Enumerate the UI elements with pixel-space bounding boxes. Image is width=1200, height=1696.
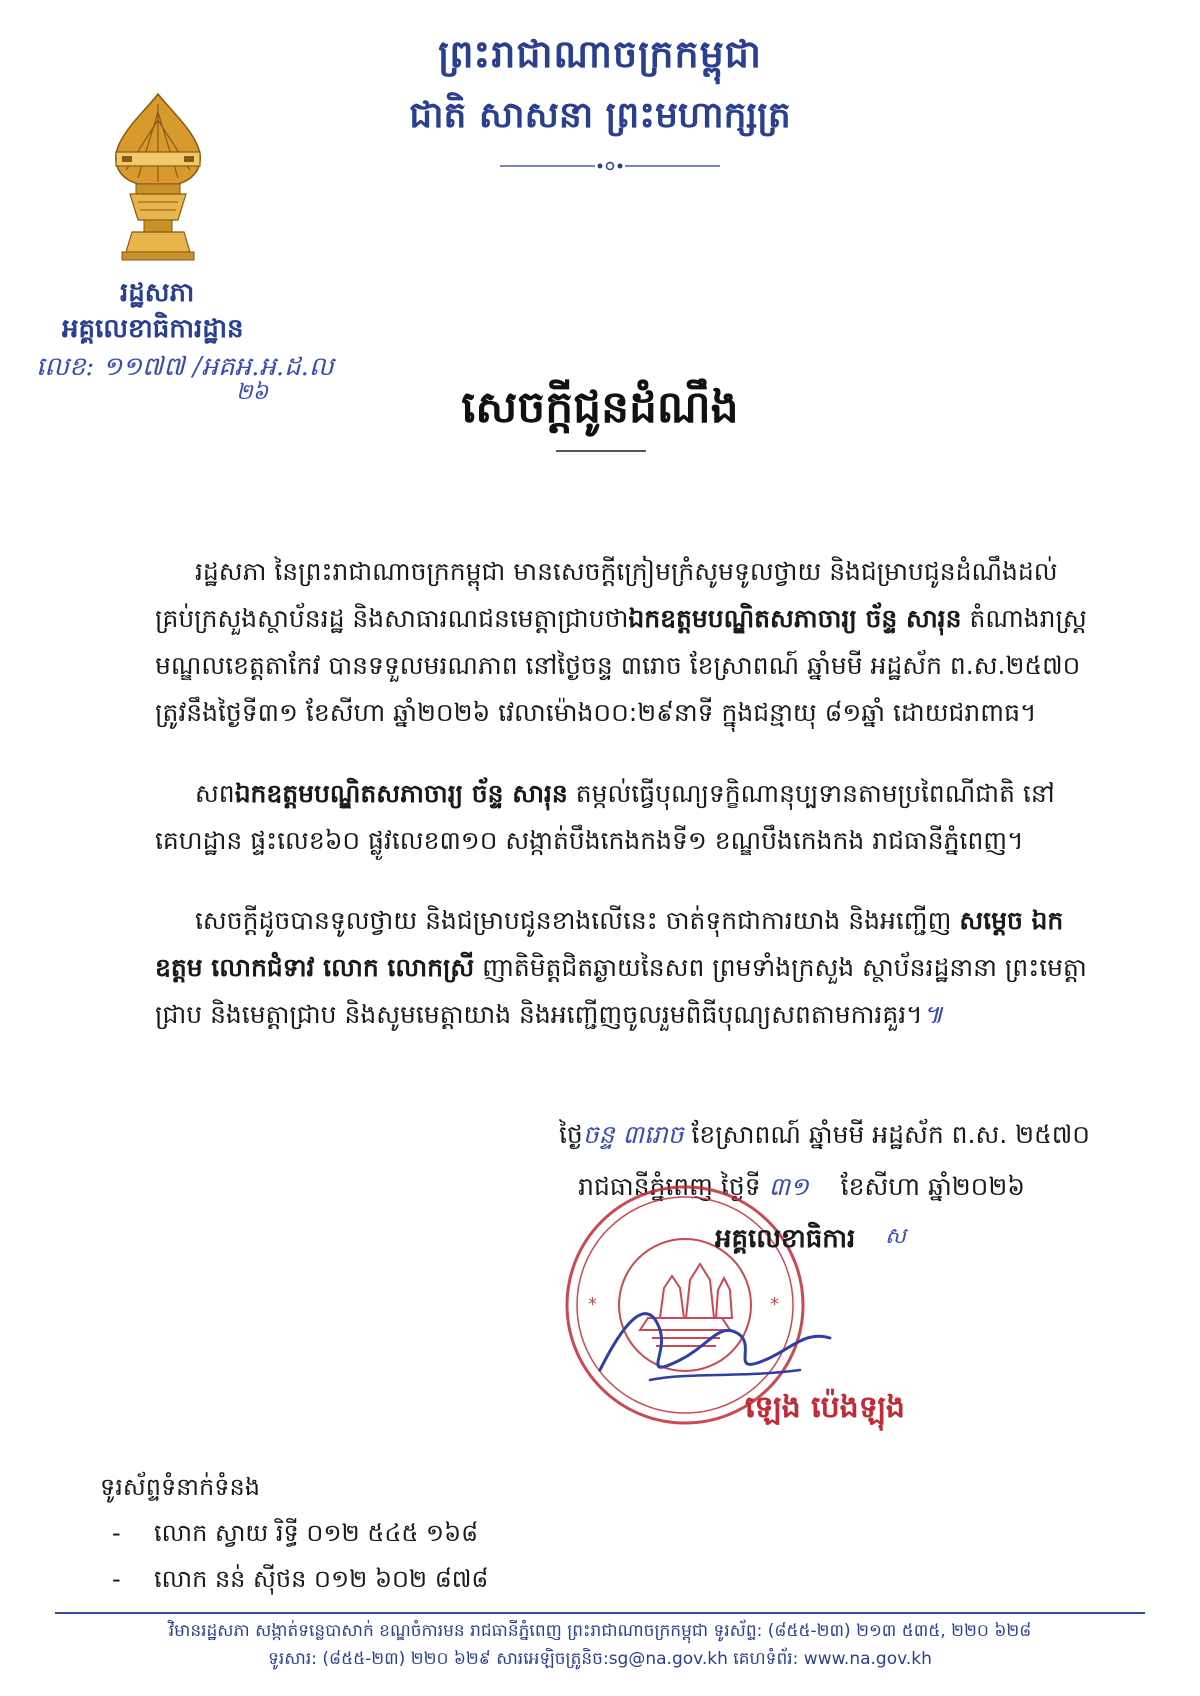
reference-number: លេខ: ១១៧៧ /អគអ.អ.ដ.ល (36, 352, 334, 382)
p3-text-b: ញាតិមិត្តជិតឆ្ងាយនៃសព ព្រមទាំងក្រសួង ស្ថាប័នរដ្ឋនានា ព្រះមេត្តាជ្រាប និងមេត្តាជ្រាប និងសូមមេត្តាយាង និងអញ្ជើញចូលរួមពិធីបុណ្យសពតាមការគួរ។ (155, 953, 1087, 1029)
motto-heading: ជាតិ សាសនា ព្រះមហាក្សត្រ (409, 95, 791, 136)
footer-contact: ទូរសារ: (៨៥៥-២៣) ២២០ ៦២៩ សារអេឡិចត្រូនិច:sg@na.gov.kh គេហទំព័រ: www.na.gov.kh (268, 1649, 932, 1669)
contact-item-text: លោក នន់ ស៊ីថន ០១២ ៦០២ ៨៧៨ (154, 1565, 489, 1593)
p3-text-a: សេចក្តីដូចបានទូលថ្វាយ និងជម្រាបជូនខាងលើនេះ ចាត់ទុកជាការយាង និងអញ្ជើញ (195, 906, 960, 935)
handwritten-signature-icon (590, 1290, 850, 1400)
reference-extra: ២៦ (236, 380, 269, 405)
footer-divider (55, 1612, 1145, 1614)
solar-date-prefix: រាជធានីភ្នំពេញ ថ្ងៃទី (578, 1172, 761, 1201)
paragraph-invitation (155, 897, 1090, 1038)
solar-date-handwritten: ៣១ (768, 1172, 809, 1201)
p1-text-a: រដ្ឋសភា នៃព្រះរាជាណាចក្រកម្ពុជា មានសេចក្តីក្រៀមក្រំសូមទូលថ្វាយ និងជម្រាបជូនដំណឹងដល់ គ្រប់ក្រសួងស្ថាប័នរដ្ឋ និងសាធារណជនមេត្តាជ្រាបថា (155, 557, 1058, 633)
p2-text-b: តម្កល់ធ្វើបុណ្យទក្ខិណានុប្បទានតាមប្រពៃណីជាតិ នៅគេហដ្ឋាន ផ្ទះលេខ៦០ ផ្លូវលេខ៣១០ សង្កាត់បឹងកេងកងទី១ ខណ្ឌបឹងកេងកង រាជធានីភ្នំពេញ។ (155, 779, 1055, 855)
paragraph-funeral-location (155, 770, 1090, 864)
lunar-date-line (559, 1120, 1090, 1156)
contact-item-text: លោក ស្វាយ រិទ្ធី ០១២ ៥៤៥ ១៦៨ (154, 1519, 479, 1547)
p2-text-a: សព (195, 779, 235, 808)
contact-item: - លោក ស្វាយ រិទ្ធី ០១២ ៥៤៥ ១៦៨ (112, 1519, 479, 1547)
footer-address: វិមានរដ្ឋសភា សង្កាត់ទន្លេបាសាក់ ខណ្ឌចំការមន រាជធានីភ្នំពេញ ព្រះរាជាណាចក្រកម្ពុជា ទូរស័ព្ទ: (៨៥៥-២៣) ២១៣ ៥៣៥, ២២០ ៦២៨ (168, 1621, 1032, 1641)
paragraph-death-notice (155, 548, 1090, 736)
title-underline (556, 450, 646, 452)
contact-item: - លោក នន់ ស៊ីថន ០១២ ៦០២ ៨៧៨ (112, 1565, 489, 1593)
p3-invitees: សម្តេច ឯកឧត្តម លោកជំទាវ លោក លោកស្រី (155, 906, 1064, 982)
national-assembly-emblem-icon (108, 92, 208, 262)
p2-deceased-name: ឯកឧត្តមបណ្ឌិតសភាចារ្យ ច័ន្ទ សារុន (234, 779, 568, 808)
signatory-initial: ស (885, 1224, 906, 1249)
p1-text-b: តំណាងរាស្ត្រមណ្ឌលខេត្តតាកែវ បានទទួលមរណភាព នៅថ្ងៃចន្ទ ៣រោច ខែស្រាពណ៍ ឆ្នាំមមី អដ្ឋស័ក ព.ស.២៥៧០ ត្រូវនឹងថ្ងៃទី៣១ ខែសីហា ឆ្នាំ២០២៦ វេលាម៉ោង០០:២៩នាទី ក្នុងជន្មាយុ ៨១ឆ្នាំ ដោយជរាពាធ។ (155, 604, 1087, 727)
p1-deceased-name: ឯកឧត្តមបណ្ឌិតសភាចារ្យ ច័ន្ទ សារុន (628, 604, 962, 633)
lunar-date-suffix: ខែស្រាពណ៍ ឆ្នាំមមី អដ្ឋស័ក ព.ស. ២៥៧០ (691, 1120, 1090, 1149)
institution-office: អគ្គលេខាធិការដ្ឋាន (62, 314, 244, 344)
ornament-divider-icon (500, 158, 720, 174)
institution-name: រដ្ឋសភា (120, 278, 195, 308)
contacts-heading: ទូរស័ព្ទទំនាក់ទំនង (100, 1473, 260, 1501)
lunar-date-prefix: ថ្ងៃ (558, 1120, 583, 1149)
p3-end-mark: ៕ (922, 1000, 944, 1029)
solar-date-suffix: ខែសីហា ឆ្នាំ២០២៦ (840, 1172, 1025, 1201)
document-title: សេចក្តីជូនដំណឹង (461, 382, 739, 433)
svg-text:*: * (588, 1294, 597, 1315)
signer-name: ឡេង ប៉េងឡុង (745, 1390, 905, 1425)
svg-text:*: * (770, 1294, 779, 1315)
kingdom-heading: ព្រះរាជាណាចក្រកម្ពុជា (438, 32, 762, 76)
lunar-date-handwritten: ចន្ទ ៣រោច (582, 1120, 684, 1149)
signatory-title: អគ្គលេខាធិការ (715, 1224, 856, 1254)
